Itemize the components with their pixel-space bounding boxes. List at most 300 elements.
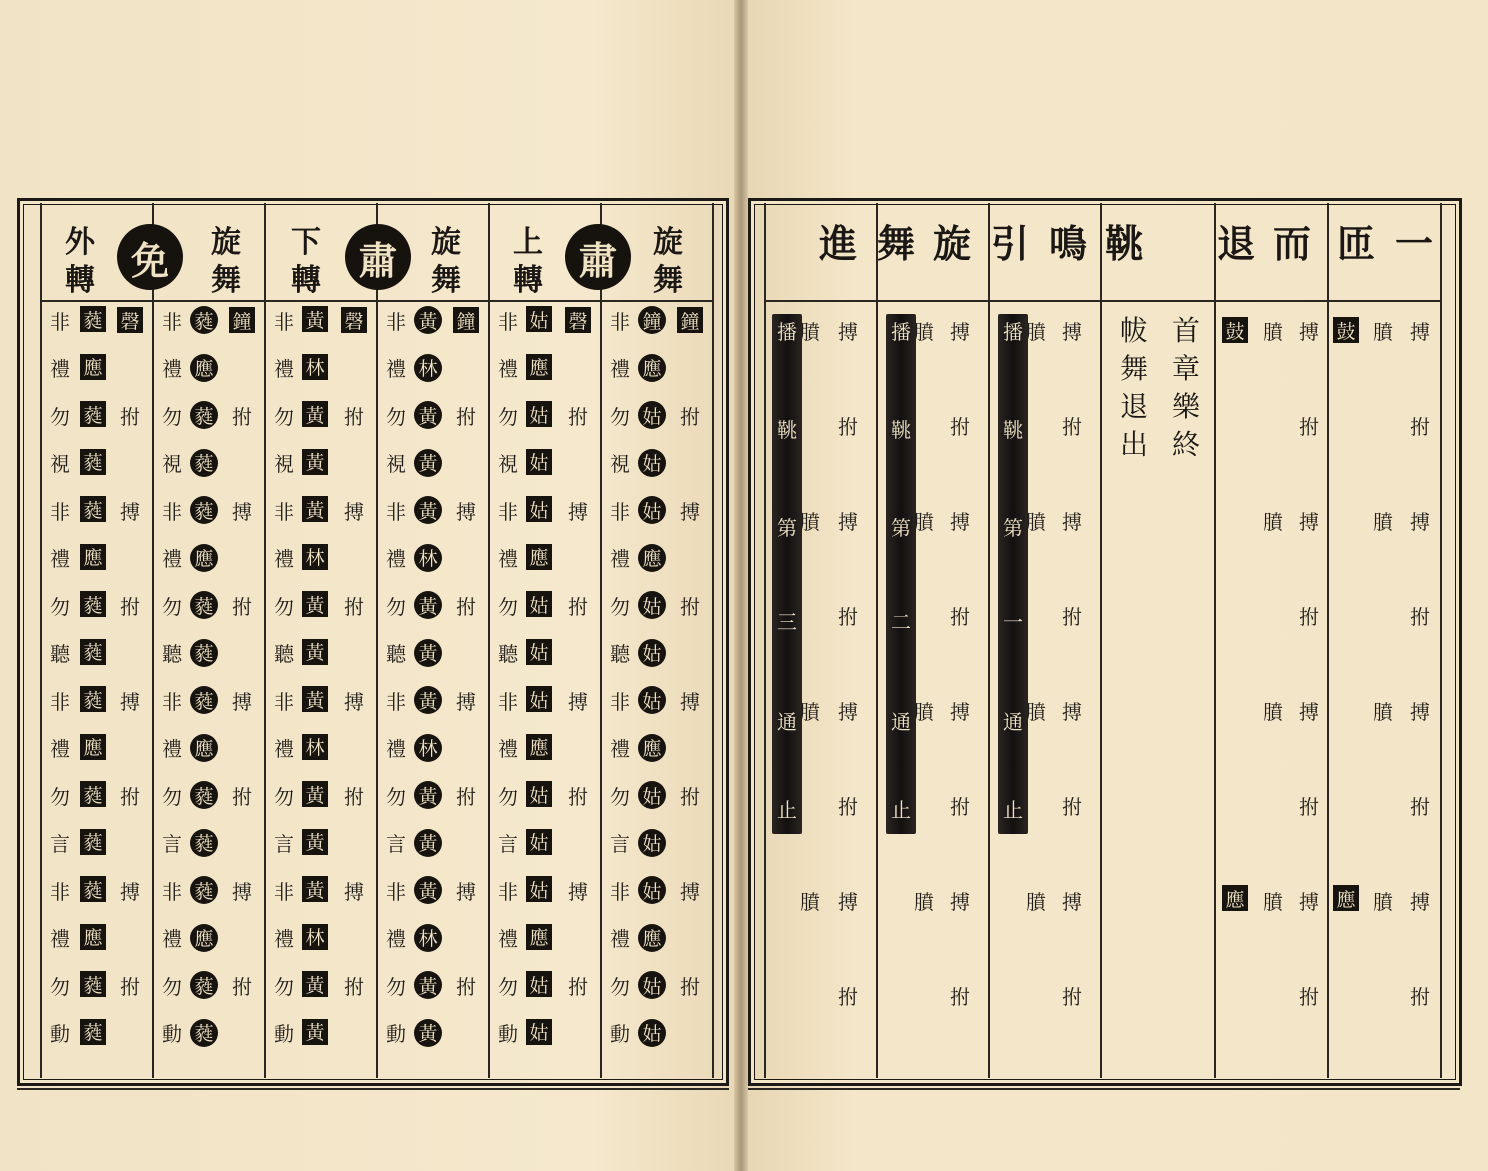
beat-mark: 搏 xyxy=(1299,889,1319,914)
top-mark-box: 鐘 xyxy=(677,307,703,333)
note-box: 林 xyxy=(414,734,442,762)
row-label: 聽 xyxy=(50,642,70,666)
beat-mark: 拊 xyxy=(950,794,970,819)
row-label: 非 xyxy=(610,879,630,904)
note-box: 黃 xyxy=(302,591,328,617)
bar-char: 第 xyxy=(777,515,797,540)
note-box: 蕤 xyxy=(80,781,106,807)
note-box: 應 xyxy=(638,544,666,572)
row-label: 禮 xyxy=(498,737,518,761)
beat-mark: 膹 xyxy=(914,319,934,344)
row-label: 禮 xyxy=(162,737,182,761)
right-bottom-rule xyxy=(748,1088,1460,1090)
beat-mark: 搏 xyxy=(344,689,364,714)
drum-mark: 應 xyxy=(1333,885,1359,911)
beat-mark: 搏 xyxy=(568,879,588,904)
note-column-1 xyxy=(1168,312,1204,464)
note-box: 姑 xyxy=(638,449,666,477)
bar-char: 鞉 xyxy=(777,417,797,442)
note-box: 蕤 xyxy=(190,781,218,809)
note-box: 林 xyxy=(302,354,328,380)
beat-mark: 拊 xyxy=(680,974,700,999)
beat-mark: 拊 xyxy=(1062,414,1082,439)
note-box: 應 xyxy=(190,924,218,952)
header-char: 轉 xyxy=(513,263,543,298)
beat-mark: 拊 xyxy=(1299,794,1319,819)
note-box: 姑 xyxy=(526,781,552,807)
left-column-rule xyxy=(376,203,378,1078)
seal-circle-7: 免 xyxy=(117,224,183,290)
note-box: 姑 xyxy=(638,971,666,999)
header-char: 旋 xyxy=(431,225,461,260)
row-label: 非 xyxy=(498,499,518,524)
note-box: 姑 xyxy=(638,876,666,904)
row-label: 非 xyxy=(50,879,70,904)
note-box: 應 xyxy=(638,354,666,382)
row-label: 非 xyxy=(386,879,406,904)
note-char: 出 xyxy=(1119,428,1148,461)
row-label: 視 xyxy=(386,452,406,476)
note-box: 姑 xyxy=(638,1019,666,1047)
row-label: 言 xyxy=(162,832,182,856)
beat-mark: 膹 xyxy=(1263,319,1283,344)
row-label: 非 xyxy=(386,689,406,714)
beat-mark: 膹 xyxy=(1373,699,1393,724)
note-char: 章 xyxy=(1171,352,1200,385)
row-label: 聽 xyxy=(498,642,518,666)
note-box: 應 xyxy=(80,544,106,570)
bar-char: 二 xyxy=(891,609,911,634)
note-box: 姑 xyxy=(526,591,552,617)
right-header-char: 鳴 xyxy=(1049,221,1088,266)
left-column-rule xyxy=(600,203,602,1078)
row-label: 禮 xyxy=(162,927,182,951)
row-label: 非 xyxy=(386,499,406,524)
beat-mark: 搏 xyxy=(838,699,858,724)
row-label: 勿 xyxy=(386,784,406,809)
beat-mark: 搏 xyxy=(1062,509,1082,534)
right-column-rule xyxy=(1327,203,1329,1078)
note-box: 蕤 xyxy=(80,401,106,427)
note-box: 黃 xyxy=(414,971,442,999)
beat-mark: 搏 xyxy=(232,689,252,714)
note-box: 黃 xyxy=(302,306,328,332)
note-box: 黃 xyxy=(414,496,442,524)
right-header-char: 匝 xyxy=(1337,221,1376,266)
right-column-rule xyxy=(876,203,878,1078)
note-box: 姑 xyxy=(638,829,666,857)
row-label: 視 xyxy=(610,452,630,476)
row-label: 非 xyxy=(274,689,294,714)
row-label: 勿 xyxy=(498,784,518,809)
note-box: 應 xyxy=(80,354,106,380)
note-box: 蕤 xyxy=(190,971,218,999)
row-label: 勿 xyxy=(274,784,294,809)
note-box: 蕤 xyxy=(80,876,106,902)
beat-mark: 拊 xyxy=(838,604,858,629)
note-box: 蕤 xyxy=(190,1019,218,1047)
row-label: 禮 xyxy=(386,927,406,951)
note-box: 姑 xyxy=(526,449,552,475)
right-header-char: 退 xyxy=(1217,221,1256,266)
beat-mark: 拊 xyxy=(456,784,476,809)
row-label: 禮 xyxy=(498,547,518,571)
row-label: 非 xyxy=(162,499,182,524)
note-box: 黃 xyxy=(302,971,328,997)
beat-mark: 搏 xyxy=(838,509,858,534)
note-box: 蕤 xyxy=(80,971,106,997)
note-box: 林 xyxy=(302,924,328,950)
beat-mark: 拊 xyxy=(1410,794,1430,819)
beat-mark: 膹 xyxy=(1373,509,1393,534)
beat-mark: 搏 xyxy=(1299,509,1319,534)
bar-char: 止 xyxy=(1003,797,1023,822)
beat-mark: 拊 xyxy=(680,594,700,619)
beat-mark: 膹 xyxy=(1373,319,1393,344)
row-label: 非 xyxy=(610,499,630,524)
header-char: 轉 xyxy=(291,263,321,298)
note-box: 蕤 xyxy=(190,449,218,477)
beat-mark: 拊 xyxy=(232,974,252,999)
row-label: 非 xyxy=(50,499,70,524)
right-header-rule xyxy=(764,300,1440,302)
row-label: 非 xyxy=(274,879,294,904)
beat-mark: 拊 xyxy=(680,404,700,429)
beat-mark: 拊 xyxy=(1410,604,1430,629)
left-column-rule xyxy=(152,203,154,1078)
note-box: 蕤 xyxy=(190,401,218,429)
note-box: 姑 xyxy=(638,686,666,714)
row-label: 動 xyxy=(610,1022,630,1046)
beat-mark: 搏 xyxy=(950,699,970,724)
note-box: 姑 xyxy=(526,829,552,855)
note-box: 應 xyxy=(80,734,106,760)
row-label: 勿 xyxy=(50,594,70,619)
row-label: 非 xyxy=(498,689,518,714)
row-label: 視 xyxy=(50,452,70,476)
right-column-rule xyxy=(1440,203,1442,1078)
note-box: 鐘 xyxy=(638,306,666,334)
note-box: 蕤 xyxy=(190,876,218,904)
row-label: 禮 xyxy=(50,927,70,951)
row-label: 勿 xyxy=(386,974,406,999)
beat-mark: 膹 xyxy=(800,699,820,724)
beat-mark: 搏 xyxy=(1299,319,1319,344)
note-box: 黃 xyxy=(302,686,328,712)
left-column-rule xyxy=(712,203,714,1078)
row-label: 勿 xyxy=(610,594,630,619)
beat-mark: 膹 xyxy=(1026,319,1046,344)
bar-char: 三 xyxy=(777,609,797,634)
beat-mark: 拊 xyxy=(344,784,364,809)
right-header-char: 一 xyxy=(1395,221,1434,266)
beat-mark: 膹 xyxy=(800,509,820,534)
row-label: 聽 xyxy=(386,642,406,666)
beat-mark: 拊 xyxy=(838,794,858,819)
beat-mark: 搏 xyxy=(120,689,140,714)
beat-mark: 搏 xyxy=(680,879,700,904)
note-box: 姑 xyxy=(638,591,666,619)
left-header-rule xyxy=(40,300,712,302)
bar-char: 一 xyxy=(1003,609,1023,634)
bar-char: 通 xyxy=(777,709,797,734)
note-box: 黃 xyxy=(302,639,328,665)
row-label: 非 xyxy=(50,689,70,714)
row-label: 禮 xyxy=(386,357,406,381)
note-char: 帗 xyxy=(1119,314,1148,347)
note-box: 黃 xyxy=(414,591,442,619)
beat-mark: 拊 xyxy=(232,404,252,429)
left-column-rule xyxy=(488,203,490,1078)
beat-mark: 膹 xyxy=(1026,699,1046,724)
note-box: 姑 xyxy=(638,639,666,667)
row-label: 禮 xyxy=(610,737,630,761)
note-box: 姑 xyxy=(526,971,552,997)
drum-bar-3 xyxy=(772,314,802,834)
row-label: 言 xyxy=(610,832,630,856)
beat-mark: 搏 xyxy=(680,689,700,714)
right-column-rule xyxy=(988,203,990,1078)
row-label: 言 xyxy=(50,832,70,856)
beat-mark: 膹 xyxy=(1263,699,1283,724)
note-column-2 xyxy=(1116,312,1152,464)
row-label: 勿 xyxy=(162,974,182,999)
bar-char: 播 xyxy=(1003,319,1023,344)
note-box: 黃 xyxy=(302,876,328,902)
left-header-8 xyxy=(62,224,98,300)
row-label: 勿 xyxy=(610,974,630,999)
note-box: 應 xyxy=(526,354,552,380)
bar-char: 鞉 xyxy=(1003,417,1023,442)
beat-mark: 搏 xyxy=(456,689,476,714)
row-label: 禮 xyxy=(274,927,294,951)
header-char: 外 xyxy=(65,225,95,260)
note-box: 黃 xyxy=(302,496,328,522)
row-label: 視 xyxy=(498,452,518,476)
beat-mark: 搏 xyxy=(568,689,588,714)
right-column-rule xyxy=(1214,203,1216,1078)
beat-mark: 拊 xyxy=(568,404,588,429)
beat-mark: 搏 xyxy=(950,509,970,534)
bar-char: 第 xyxy=(891,515,911,540)
beat-mark: 膹 xyxy=(800,319,820,344)
book-gutter xyxy=(734,0,748,1171)
seal-circle-4: 肅 xyxy=(345,224,411,290)
beat-mark: 膹 xyxy=(1026,509,1046,534)
row-label: 禮 xyxy=(274,737,294,761)
row-label: 非 xyxy=(610,309,630,334)
note-box: 蕤 xyxy=(80,1019,106,1045)
bar-char: 第 xyxy=(1003,515,1023,540)
row-label: 聽 xyxy=(610,642,630,666)
beat-mark: 搏 xyxy=(1062,699,1082,724)
top-mark-box: 磬 xyxy=(341,307,367,333)
row-label: 禮 xyxy=(274,547,294,571)
note-char: 終 xyxy=(1171,428,1200,461)
note-char: 首 xyxy=(1171,314,1200,347)
row-label: 非 xyxy=(498,879,518,904)
beat-mark: 拊 xyxy=(568,784,588,809)
note-box: 林 xyxy=(302,734,328,760)
beat-mark: 搏 xyxy=(456,499,476,524)
beat-mark: 拊 xyxy=(1062,604,1082,629)
right-header-char: 而 xyxy=(1273,221,1312,266)
note-box: 姑 xyxy=(526,876,552,902)
row-label: 非 xyxy=(274,499,294,524)
beat-mark: 拊 xyxy=(120,404,140,429)
left-header-0 xyxy=(650,224,686,300)
beat-mark: 拊 xyxy=(344,404,364,429)
row-label: 勿 xyxy=(274,404,294,429)
row-label: 禮 xyxy=(50,357,70,381)
note-box: 黃 xyxy=(414,1019,442,1047)
left-column-rule xyxy=(40,203,42,1078)
note-box: 黃 xyxy=(414,639,442,667)
top-mark-box: 磬 xyxy=(565,307,591,333)
beat-mark: 搏 xyxy=(344,879,364,904)
beat-mark: 搏 xyxy=(456,879,476,904)
note-box: 應 xyxy=(526,924,552,950)
note-box: 姑 xyxy=(526,306,552,332)
top-mark-box: 鐘 xyxy=(453,307,479,333)
right-header-char: 旋 xyxy=(933,221,972,266)
note-box: 黃 xyxy=(414,686,442,714)
row-label: 言 xyxy=(274,832,294,856)
bar-char: 止 xyxy=(891,797,911,822)
row-label: 勿 xyxy=(386,404,406,429)
row-label: 動 xyxy=(50,1022,70,1046)
beat-mark: 拊 xyxy=(1062,794,1082,819)
bar-char: 通 xyxy=(1003,709,1023,734)
beat-mark: 搏 xyxy=(1410,319,1430,344)
note-box: 蕤 xyxy=(80,829,106,855)
seal-circle-1: 肅 xyxy=(565,224,631,290)
note-box: 姑 xyxy=(526,686,552,712)
right-column-rule xyxy=(1100,203,1102,1078)
note-box: 蕤 xyxy=(190,829,218,857)
bar-char: 播 xyxy=(777,319,797,344)
bar-char: 播 xyxy=(891,319,911,344)
note-box: 蕤 xyxy=(80,686,106,712)
note-char: 樂 xyxy=(1171,390,1200,423)
note-box: 姑 xyxy=(638,401,666,429)
beat-mark: 搏 xyxy=(568,499,588,524)
beat-mark: 搏 xyxy=(1299,699,1319,724)
row-label: 禮 xyxy=(610,547,630,571)
beat-mark: 拊 xyxy=(120,594,140,619)
right-column-rule xyxy=(764,203,766,1078)
row-label: 言 xyxy=(498,832,518,856)
row-label: 禮 xyxy=(50,547,70,571)
row-label: 非 xyxy=(162,689,182,714)
note-box: 姑 xyxy=(526,639,552,665)
row-label: 禮 xyxy=(610,357,630,381)
beat-mark: 拊 xyxy=(1062,984,1082,1009)
note-box: 黃 xyxy=(414,449,442,477)
beat-mark: 拊 xyxy=(344,974,364,999)
beat-mark: 拊 xyxy=(456,974,476,999)
header-char: 旋 xyxy=(653,225,683,260)
beat-mark: 拊 xyxy=(1299,984,1319,1009)
left-header-3 xyxy=(428,224,464,300)
right-header-char: 進 xyxy=(819,221,858,266)
beat-mark: 搏 xyxy=(1062,319,1082,344)
header-char: 轉 xyxy=(65,263,95,298)
note-box: 黃 xyxy=(302,401,328,427)
note-box: 黃 xyxy=(414,306,442,334)
note-box: 黃 xyxy=(302,781,328,807)
note-char: 舞 xyxy=(1119,352,1148,385)
drum-mark: 應 xyxy=(1222,885,1248,911)
beat-mark: 膹 xyxy=(1263,889,1283,914)
beat-mark: 拊 xyxy=(838,984,858,1009)
row-label: 禮 xyxy=(386,547,406,571)
left-header-5 xyxy=(288,224,324,300)
right-header-char: 鞉 xyxy=(1105,221,1144,266)
note-box: 蕤 xyxy=(190,639,218,667)
header-char: 舞 xyxy=(653,263,683,298)
note-box: 黃 xyxy=(414,876,442,904)
note-box: 黃 xyxy=(302,1019,328,1045)
beat-mark: 搏 xyxy=(680,499,700,524)
row-label: 勿 xyxy=(386,594,406,619)
beat-mark: 搏 xyxy=(232,499,252,524)
row-label: 動 xyxy=(498,1022,518,1046)
row-label: 非 xyxy=(50,309,70,334)
row-label: 非 xyxy=(386,309,406,334)
beat-mark: 搏 xyxy=(1410,699,1430,724)
row-label: 禮 xyxy=(386,737,406,761)
row-label: 言 xyxy=(386,832,406,856)
row-label: 動 xyxy=(274,1022,294,1046)
note-box: 姑 xyxy=(526,496,552,522)
beat-mark: 拊 xyxy=(456,594,476,619)
beat-mark: 膹 xyxy=(914,509,934,534)
note-box: 蕤 xyxy=(80,639,106,665)
beat-mark: 拊 xyxy=(568,594,588,619)
bar-char: 止 xyxy=(777,797,797,822)
note-box: 林 xyxy=(414,924,442,952)
row-label: 勿 xyxy=(162,594,182,619)
note-box: 黃 xyxy=(302,829,328,855)
note-box: 黃 xyxy=(414,829,442,857)
drum-mark: 鼓 xyxy=(1333,317,1359,343)
note-box: 蕤 xyxy=(190,591,218,619)
beat-mark: 拊 xyxy=(568,974,588,999)
note-box: 黃 xyxy=(302,449,328,475)
beat-mark: 搏 xyxy=(232,879,252,904)
note-box: 應 xyxy=(526,544,552,570)
bar-char: 鞉 xyxy=(891,417,911,442)
row-label: 非 xyxy=(162,879,182,904)
row-label: 勿 xyxy=(498,974,518,999)
row-label: 禮 xyxy=(50,737,70,761)
row-label: 禮 xyxy=(274,357,294,381)
beat-mark: 拊 xyxy=(120,784,140,809)
row-label: 非 xyxy=(274,309,294,334)
right-header-char: 舞 xyxy=(877,221,916,266)
row-label: 視 xyxy=(274,452,294,476)
row-label: 禮 xyxy=(162,547,182,571)
row-label: 視 xyxy=(162,452,182,476)
beat-mark: 搏 xyxy=(838,889,858,914)
note-box: 蕤 xyxy=(190,306,218,334)
left-header-6 xyxy=(208,224,244,300)
beat-mark: 拊 xyxy=(1299,414,1319,439)
left-bottom-rule xyxy=(17,1088,729,1090)
note-box: 蕤 xyxy=(80,591,106,617)
right-header-char: 引 xyxy=(991,221,1030,266)
